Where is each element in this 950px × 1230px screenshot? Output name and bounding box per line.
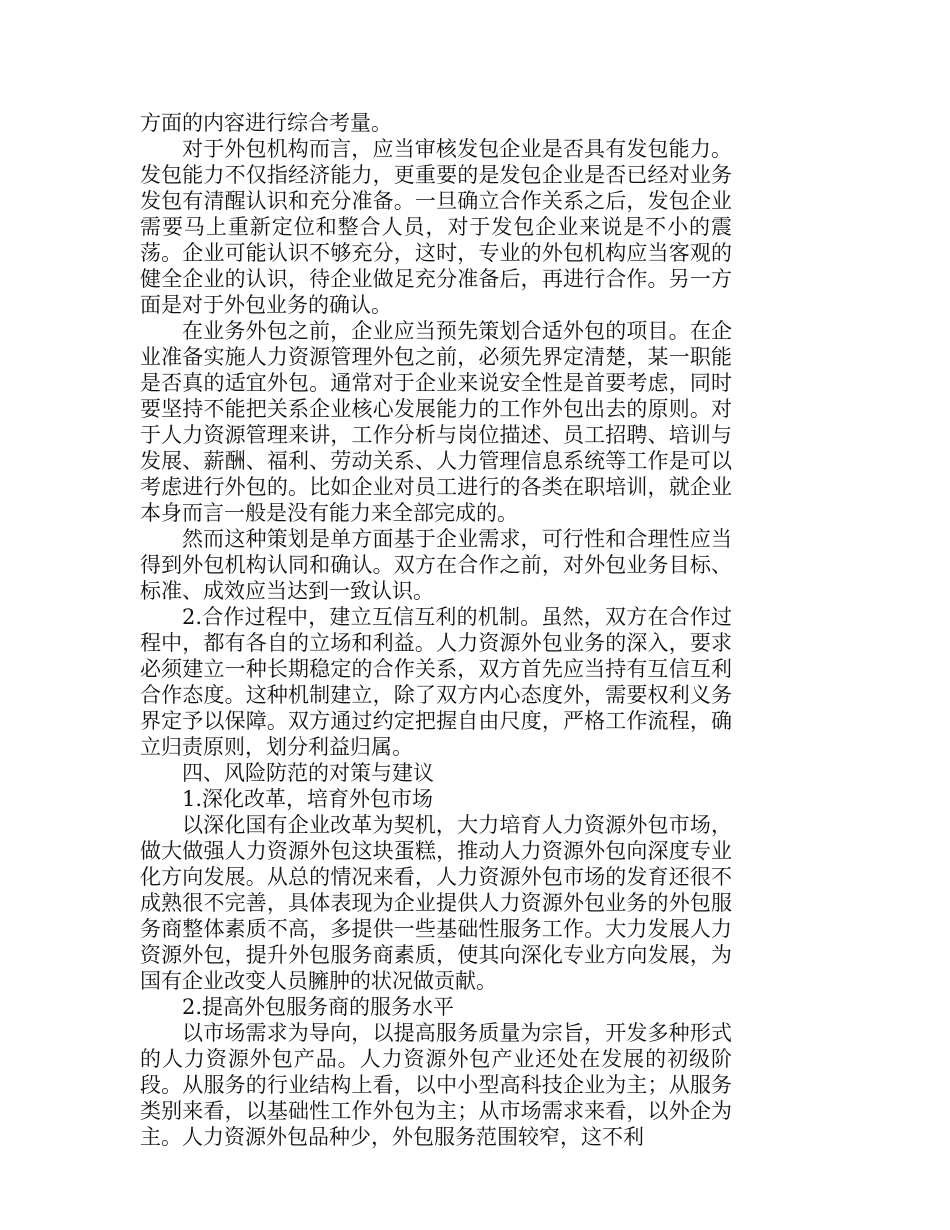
paragraph: 以深化国有企业改革为契机，大力培育人力资源外包市场，做大做强人力资源外包这块蛋糕，推动人力资源外包向深度专业化方向发展。从总的情况来看，人力资源外包市场的发育还很不成熟很不完善，具体表现为企业提供人力资源外包业务的外包服务商整体素质不高，多提供一些基础性服务工作。大力发展人力资源外包，提升外包服务商素质，使其向深化专业方向发展，为国有企业改变人员臃肿的状况做贡献。: [140, 813, 732, 993]
section-heading: 四、风险防范的对策与建议: [182, 761, 434, 785]
paragraph: 然而这种策划是单方面基于企业需求，可行性和合理性应当得到外包机构认同和确认。双方在合作之前，对外包业务目标、标准、成效应当达到一致认识。: [140, 527, 732, 603]
document-body: [140, 110, 732, 1150]
subsection-heading: 1.深化改革，培育外包市场: [182, 787, 434, 811]
paragraph: 在业务外包之前，企业应当预先策划合适外包的项目。在企业准备实施人力资源管理外包之前，必须先界定清楚，某一职能是否真的适宜外包。通常对于企业来说安全性是首要考虑，同时要坚持不能把关系企业核心发展能力的工作外包出去的原则。对于人力资源管理来讲，工作分析与岗位描述、员工招聘、培训与发展、薪酬、福利、劳动关系、人力管理信息系统等工作是可以考虑进行外包的。比如企业对员工进行的各类在职培训，就企业本身而言一般是没有能力来全部完成的。: [140, 319, 732, 525]
paragraph: 对于外包机构而言，应当审核发包企业是否具有发包能力。发包能力不仅指经济能力，更重要的是发包企业是否已经对业务发包有清醒认识和充分准备。一旦确立合作关系之后，发包企业需要马上重新定位和整合人员，对于发包企业来说是不小的震荡。企业可能认识不够充分，这时，专业的外包机构应当客观的健全企业的认识，待企业做足充分准备后，再进行合作。另一方面是对于外包业务的确认。: [140, 137, 732, 317]
subsection-heading: 2.提高外包服务商的服务水平: [182, 995, 455, 1019]
paragraph: 2.合作过程中，建立互信互利的机制。虽然，双方在合作过程中，都有各自的立场和利益。人力资源外包业务的深入，要求必须建立一种长期稳定的合作关系，双方首先应当持有互信互利合作态度。这种机制建立，除了双方内心态度外，需要权利义务界定予以保障。双方通过约定把握自由尺度，严格工作流程，确立归责原则，划分利益归属。: [140, 605, 732, 759]
paragraph: 以市场需求为导向，以提高服务质量为宗旨，开发多种形式的人力资源外包产品。人力资源外包产业还处在发展的初级阶段。从服务的行业结构上看，以中小型高科技企业为主；从服务类别来看，以基础性工作外包为主；从市场需求来看，以外企为主。人力资源外包品种少，外包服务范围较窄，这不利: [140, 1021, 732, 1149]
paragraph: 方面的内容进行综合考量。: [140, 111, 392, 135]
